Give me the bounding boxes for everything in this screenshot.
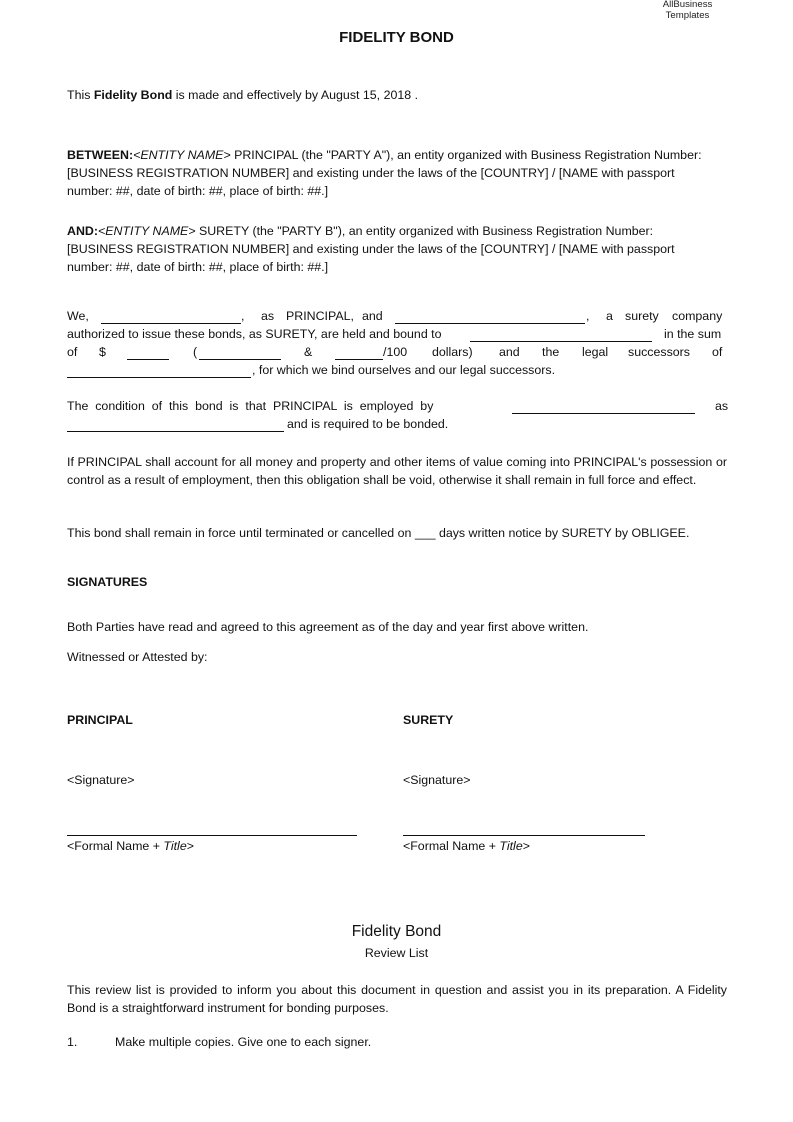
we-a: a: [606, 309, 613, 323]
between-paragraph: [67, 146, 727, 201]
sum-words-blank[interactable]: [199, 347, 281, 360]
force-pre: This bond shall remain in force until terminated or cancelled on: [67, 526, 415, 540]
principal-heading: PRINCIPAL: [67, 713, 133, 727]
surety-name-blank[interactable]: [395, 311, 585, 324]
agreed-statement: Both Parties have read and agreed to this agreement as of the day and year first above written.: [67, 620, 589, 634]
review-item-1-text: Make multiple copies. Give one to each signer.: [115, 1035, 372, 1049]
we-principal: PRINCIPAL,: [286, 309, 354, 323]
surety-signature: <Signature>: [403, 773, 471, 787]
surety-formal-name: [403, 839, 530, 853]
allbusiness-templates-logo: [650, 0, 725, 21]
employer-blank[interactable]: [512, 401, 695, 414]
we-legal: legal: [582, 345, 609, 359]
between-line2: [BUSINESS REGISTRATION NUMBER] and existing under the laws of the [COUNTRY] / [NAME with passport: [67, 166, 675, 181]
surety-signature-line[interactable]: [403, 835, 645, 836]
we-the: the: [542, 345, 560, 359]
review-title: Fidelity Bond: [351, 923, 442, 940]
force-blank[interactable]: ___: [414, 526, 436, 540]
principal-name-blank[interactable]: [101, 311, 241, 324]
intro-paragraph: [67, 86, 727, 104]
condition-as: as: [715, 399, 729, 413]
between-line3: number: ##, date of birth: ##, place of birth: ##.]: [67, 184, 329, 199]
and-line1: SURETY (the "PARTY B"), an entity organized with Business Registration Number:: [195, 224, 654, 238]
we-amp: &: [304, 345, 313, 359]
principal-name-pre: <Formal Name +: [67, 839, 164, 853]
condition-line1: The condition of this bond is that PRINCIPAL is employed by: [67, 399, 434, 413]
we-as: as: [261, 309, 275, 323]
we-100: /100: [383, 345, 408, 359]
force-post: days written notice by SURETY by OBLIGEE.: [435, 526, 690, 540]
we-of2: of: [712, 345, 723, 359]
force-paragraph: [67, 524, 727, 542]
position-blank[interactable]: [67, 419, 284, 432]
we-dollars: dollars): [432, 345, 473, 359]
we-paren: (: [193, 345, 198, 359]
cents-blank[interactable]: [335, 347, 383, 360]
we-comma2: ,: [586, 309, 590, 323]
we-and2: and: [499, 345, 520, 359]
obligee-blank[interactable]: [470, 329, 652, 342]
review-intro: This review list is provided to inform you about this document in question and assist you in its preparation. A Fidelity Bond is a straightforward instrument for bonding purposes.: [67, 983, 727, 1016]
logo-line-1: AllBusiness: [662, 0, 713, 10]
document-title: FIDELITY BOND: [339, 29, 454, 46]
we-successors: successors: [628, 345, 690, 359]
and-entity: <ENTITY NAME>: [97, 224, 196, 238]
between-line1: PRINCIPAL (the "PARTY A"), an entity organized with Business Registration Number:: [230, 148, 702, 162]
intro-pre: This: [67, 88, 94, 102]
principal-formal-name: [67, 839, 194, 853]
surety-name-title: Title: [499, 839, 523, 853]
surety-heading: SURETY: [403, 713, 454, 727]
we-dollar: $: [99, 345, 106, 359]
intro-bold: Fidelity Bond: [93, 88, 173, 102]
and-line3: number: ##, date of birth: ##, place of birth: ##.]: [67, 260, 329, 275]
surety-name-pre: <Formal Name +: [403, 839, 500, 853]
intro-post: is made and effectively by August 15, 2018 .: [172, 88, 419, 102]
we-line4-post: , for which we bind ourselves and our legal successors.: [252, 363, 556, 377]
successors-blank[interactable]: [67, 365, 251, 378]
between-entity: <ENTITY NAME>: [133, 148, 231, 162]
signatures-heading: SIGNATURES: [67, 575, 148, 589]
we-line2-post: in the sum: [664, 327, 722, 341]
witnessed-label: Witnessed or Attested by:: [67, 650, 208, 664]
we-comma: ,: [241, 309, 245, 323]
logo-line-2: Templates: [665, 9, 710, 21]
between-label: BETWEEN:: [67, 148, 134, 162]
and-line2: [BUSINESS REGISTRATION NUMBER] and existing under the laws of the [COUNTRY] / [NAME with passport: [67, 242, 675, 257]
we-surety: surety: [625, 309, 659, 323]
we-word: We,: [67, 309, 89, 323]
principal-signature: <Signature>: [67, 773, 135, 787]
surety-name-post: >: [522, 839, 530, 853]
we-and: and: [362, 309, 383, 323]
we-company: company: [672, 309, 723, 323]
principal-signature-line[interactable]: [67, 835, 357, 836]
principal-name-post: >: [186, 839, 194, 853]
and-label: AND:: [67, 224, 98, 238]
and-paragraph: [67, 222, 727, 277]
principal-name-title: Title: [163, 839, 187, 853]
we-line2-pre: authorized to issue these bonds, as SURETY, are held and bound to: [67, 327, 442, 341]
condition-line2: and is required to be bonded.: [287, 417, 449, 431]
review-subtitle: Review List: [364, 946, 429, 960]
review-item-1-number: 1.: [67, 1035, 78, 1049]
sum-number-blank[interactable]: [127, 347, 169, 360]
we-of: of: [67, 345, 78, 359]
account-paragraph: If PRINCIPAL shall account for all money and property and other items of value coming into PRINCIPAL's possession or control as a result of employment, then this obligation shall be void, otherwise it shall remain in full force and effect.: [67, 455, 727, 488]
